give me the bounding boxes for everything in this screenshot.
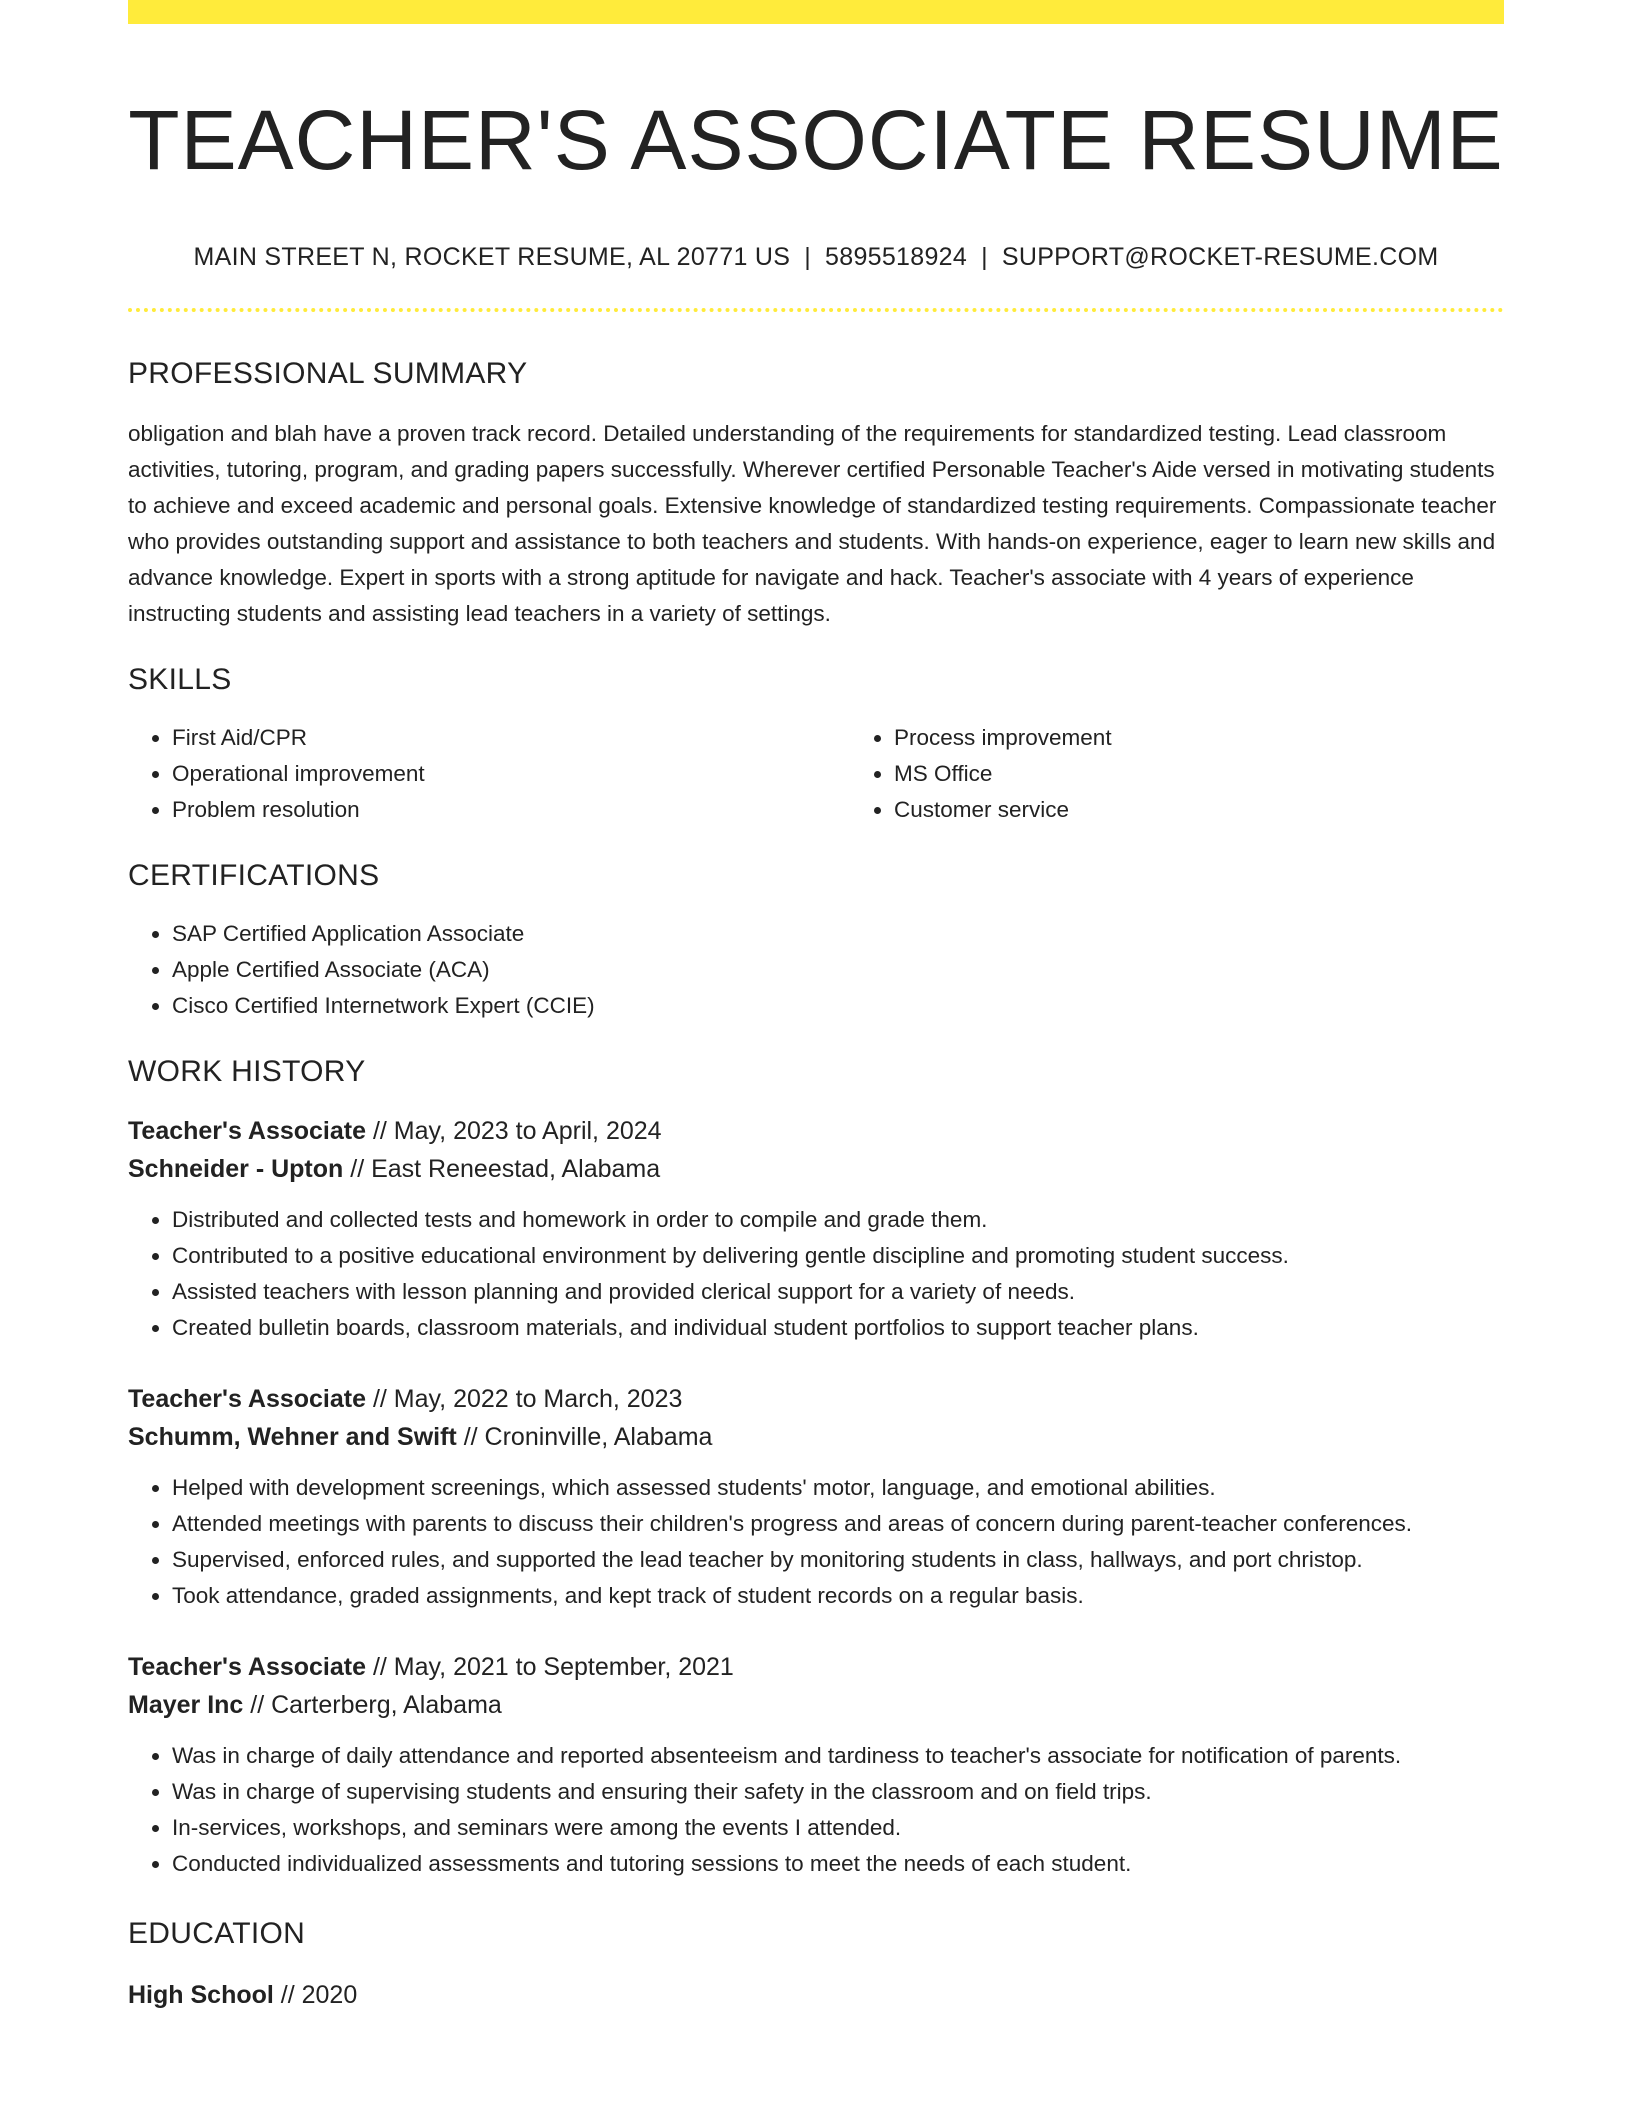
education-line: [128, 1976, 1504, 2014]
skill-item: • Problem resolution: [172, 792, 850, 828]
contact-phone: 5895518924: [825, 243, 968, 271]
job-company: Schneider - Upton: [128, 1155, 344, 1183]
job-company-line: [128, 1150, 1504, 1188]
job-bullet: • Contributed to a positive educational environment by delivering gentle discipline and promoting student success.: [172, 1238, 1504, 1274]
skills-list-left: [128, 720, 850, 828]
job-bullets: [128, 1470, 1504, 1614]
resume-page: [128, 0, 1504, 2014]
certifications-list: [128, 916, 1504, 1024]
summary-text: obligation and blah have a proven track record. Detailed understanding of the requirements for standardized testing. Lead classroom activities, tutoring, program, and grading papers successfully. Wherever certified Personable Teacher's Aide versed in motivating students to achieve and exceed academic and personal goals. Extensive knowledge of standardized testing requirements. Compassionate teacher who provides outstanding support and assistance to both teachers and students. With hands-on experience, eager to learn new skills and advance knowledge. Expert in sports with a strong aptitude for navigate and hack. Teacher's associate with 4 years of experience instructing students and assisting lead teachers in a variety of settings.: [128, 421, 1497, 626]
skill-item: • Customer service: [894, 792, 1504, 828]
job-bullet: • Was in charge of daily attendance and reported absenteeism and tardiness to teacher's associate for notification of parents.: [172, 1738, 1504, 1774]
job-company-line: [128, 1418, 1504, 1456]
job-bullet: • Created bulletin boards, classroom materials, and individual student portfolios to support teacher plans.: [172, 1310, 1504, 1346]
job-bullet: • Was in charge of supervising students and ensuring their safety in the classroom and on field trips.: [172, 1774, 1504, 1810]
job-bullet: • Distributed and collected tests and homework in order to compile and grade them.: [172, 1202, 1504, 1238]
job-entry: [128, 1380, 1504, 1614]
job-entry: [128, 1648, 1504, 1882]
certifications-heading: CERTIFICATIONS: [128, 859, 380, 892]
contact-email[interactable]: SUPPORT@ROCKET-RESUME.COM: [1001, 243, 1439, 271]
job-bullet: • Supervised, enforced rules, and supported the lead teacher by monitoring students in class, hallways, and port christop.: [172, 1542, 1504, 1578]
job-bullets: [128, 1738, 1504, 1882]
job-dates: // May, 2023 to April, 2024: [366, 1117, 662, 1145]
job-dates: // May, 2022 to March, 2023: [366, 1385, 683, 1413]
job-role-line: [128, 1112, 1504, 1150]
education-degree: High School: [128, 1981, 274, 2009]
contact-line: [128, 242, 1504, 272]
job-bullet: • Conducted individualized assessments and tutoring sessions to meet the needs of each student.: [172, 1846, 1504, 1882]
job-location: // Croninville, Alabama: [456, 1423, 713, 1451]
job-dates: // May, 2021 to September, 2021: [366, 1653, 734, 1681]
job-entry: [128, 1112, 1504, 1346]
summary-heading: PROFESSIONAL SUMMARY: [128, 357, 528, 390]
job-bullet: • Attended meetings with parents to discuss their children's progress and areas of concern during parent-teacher conferences.: [172, 1506, 1504, 1542]
skills-heading: SKILLS: [128, 663, 232, 696]
skills-grid: [128, 720, 1504, 828]
certification-item: • Apple Certified Associate (ACA): [172, 952, 1504, 988]
resume-title: TEACHER'S ASSOCIATE RESUME: [128, 93, 1504, 187]
work-history-heading: WORK HISTORY: [128, 1055, 366, 1088]
skill-item: • MS Office: [894, 756, 1504, 792]
contact-address: MAIN STREET N, ROCKET RESUME, AL 20771 US: [193, 243, 791, 271]
education-year: // 2020: [273, 1981, 358, 2009]
job-role-line: [128, 1380, 1504, 1418]
dotted-divider: [128, 308, 1504, 312]
job-bullets: [128, 1202, 1504, 1346]
job-company-line: [128, 1686, 1504, 1724]
contact-separator: |: [981, 243, 988, 271]
job-company: Schumm, Wehner and Swift: [128, 1423, 457, 1451]
job-role: Teacher's Associate: [128, 1385, 367, 1413]
certification-item: • Cisco Certified Internetwork Expert (CCIE): [172, 988, 1504, 1024]
job-role: Teacher's Associate: [128, 1117, 367, 1145]
job-bullet: • Assisted teachers with lesson planning and provided clerical support for a variety of needs.: [172, 1274, 1504, 1310]
contact-separator: |: [804, 243, 812, 271]
job-bullet: • Took attendance, graded assignments, and kept track of student records on a regular basis.: [172, 1578, 1504, 1614]
accent-top-bar: [128, 0, 1504, 24]
job-location: // East Reneestad, Alabama: [343, 1155, 661, 1183]
education-heading: EDUCATION: [128, 1917, 306, 1950]
job-location: // Carterberg, Alabama: [243, 1691, 502, 1719]
job-company: Mayer Inc: [128, 1691, 244, 1719]
job-bullet: • In-services, workshops, and seminars were among the events I attended.: [172, 1810, 1504, 1846]
job-role: Teacher's Associate: [128, 1653, 367, 1681]
job-bullet: • Helped with development screenings, which assessed students' motor, language, and emotional abilities.: [172, 1470, 1504, 1506]
skills-list-right: [850, 720, 1504, 828]
certification-item: • SAP Certified Application Associate: [172, 916, 1504, 952]
skill-item: • First Aid/CPR: [172, 720, 850, 756]
skill-item: • Operational improvement: [172, 756, 850, 792]
skill-item: • Process improvement: [894, 720, 1504, 756]
job-role-line: [128, 1648, 1504, 1686]
